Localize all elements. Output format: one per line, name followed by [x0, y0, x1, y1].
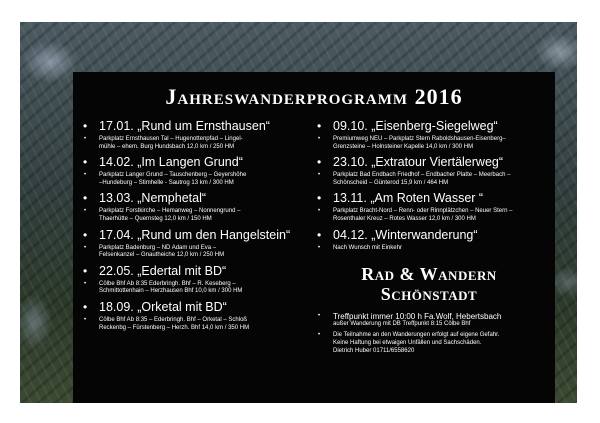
bullet-icon: • [84, 316, 87, 323]
hike-entry [77, 227, 303, 260]
hike-name: „Rund um den Hangelstein“ [137, 227, 291, 242]
hike-detail: Parkplatz Ernsthausen Tal – Hugenottenpfad – Lingel- [99, 136, 243, 142]
bullet-icon: • [318, 332, 321, 339]
hike-entry [311, 227, 547, 253]
hike-date: 22.05. [99, 263, 134, 278]
hike-date: 04.12. [333, 227, 368, 242]
bullet-icon: • [318, 244, 321, 251]
hike-entry [77, 190, 303, 223]
hike-entry [77, 299, 303, 332]
bullet-icon: • [83, 227, 88, 242]
bullet-icon: • [83, 299, 88, 314]
club-name [311, 264, 547, 304]
bullet-icon: • [83, 191, 88, 206]
hike-detail: Parkplatz Bracht-Nord – Renn- oder Rinnplätzchen – Neuer Stern – [333, 208, 513, 215]
bullet-icon: • [318, 208, 321, 215]
hike-name: „Rund um Ernsthausen“ [137, 119, 270, 133]
hike-detail: Grenzsteine – Holnsteiner Kapelle 14,0 km / 300 HM [333, 143, 474, 150]
hike-detail: mühle – ehem. Burg Hundsbach 12,0 km / 250 HM [99, 143, 235, 150]
bullet-icon: • [318, 136, 321, 142]
club-name-line: Schönstadt [380, 284, 478, 305]
bullet-icon: • [318, 172, 321, 179]
bullet-icon: • [317, 227, 322, 242]
hike-entry [311, 154, 547, 187]
hike-name: „Orketal mit BD“ [137, 299, 227, 314]
disclaimer-line: Die Teilnahme an den Wanderungen erfolgt auf eigene Gefahr. [333, 332, 500, 339]
hike-detail: Felsenkanzel – Gnautheiche 12,0 km / 250 HM [99, 252, 225, 259]
forest-background-photo [20, 22, 577, 403]
hike-date: 13.03. [99, 191, 134, 206]
program-title: Jahreswanderprogramm 2016 [165, 84, 463, 109]
bullet-icon: • [317, 155, 322, 170]
hike-detail: Cölbe Bhf Ab 8:35 Ederbringh. Bhf – R. Keseberg – [99, 280, 236, 287]
meeting-sub: außer Wanderung mit DB Treffpunkt 8:15 Cölbe Bhf [333, 320, 471, 327]
hike-date: 09.10. [333, 119, 368, 133]
hike-name: „Nemphetal“ [137, 191, 207, 206]
hike-date: 13.11. [333, 191, 367, 206]
left-column [77, 118, 303, 335]
bullet-icon: • [84, 244, 87, 251]
bullet-icon: • [83, 263, 88, 278]
hike-detail: Thaerhütte – Quernsteg 12,0 km / 150 HM [99, 215, 212, 222]
hike-detail: Reckenbg – Fürstenberg – Herzh. Bhf 14,0 km / 350 HM [99, 324, 250, 331]
club-name-line: Rad & Wandern [361, 264, 497, 285]
hike-detail: Parkplatz Langer Grund – Tauschenberg – Geyershöhe [99, 172, 247, 179]
hike-entry [311, 118, 547, 151]
bullet-icon: • [84, 172, 87, 179]
hike-detail: Parkplatz Badenburg – ND Adam und Eva – [99, 244, 217, 251]
hike-entry [77, 154, 303, 187]
hike-detail: Parkplatz Bad Endbach Friedhof – Endbacher Platte – Meerbach – [333, 172, 511, 179]
hike-name: „Am Roten Wasser “ [370, 191, 484, 206]
hike-name: „Edertal mit BD“ [137, 263, 227, 278]
hike-entry [77, 263, 303, 296]
disclaimer [311, 332, 547, 355]
disclaimer-line: Dietrich Huber 01711/6558620 [333, 347, 415, 354]
hike-detail: Schönscheid – Günterod 15,9 km / 464 HM [333, 179, 449, 186]
program-panel [73, 72, 555, 403]
hike-detail: Schmittottenhain – Herzhausen Bhf 10,0 km / 300 HM [99, 288, 243, 295]
bullet-icon: • [84, 280, 87, 287]
hike-entry [77, 118, 303, 151]
hike-detail: Rosenthaler Kreuz – Rotes Wasser 12,0 km / 300 HM [333, 215, 476, 222]
hike-detail: Premiumweg NEU – Parkplatz Stern Raboldshausen-Eisenberg– [333, 136, 506, 142]
bullet-icon: • [317, 119, 322, 133]
hike-detail: Parkplatz Forstkirche – Hemanweg – Nonnengrund – [99, 208, 241, 215]
hike-detail: Cölbe Bhf Ab 8:35 – Ederbringh. Bhf – Orketal – Schloß [99, 316, 248, 323]
hike-name: „Im Langen Grund“ [137, 155, 243, 170]
hike-date: 14.02. [99, 155, 134, 170]
bullet-icon: • [84, 136, 87, 142]
right-column [311, 118, 547, 358]
disclaimer-line: Keine Haftung bei etwaigen Unfällen und Sachschäden. [333, 339, 482, 346]
bullet-icon: • [317, 191, 322, 206]
hike-detail: Nach Wunsch mit Einkehr [333, 244, 402, 251]
meeting-point [311, 313, 547, 328]
bullet-icon: • [83, 155, 88, 170]
hike-name: „Eisenberg-Siegelweg“ [371, 119, 498, 133]
hike-entry [311, 190, 547, 223]
hike-date: 17.01. [99, 119, 134, 133]
bullet-icon: • [83, 119, 88, 133]
meeting-main: Treffpunkt immer 10:00 h Fa.Wolf, Hebertsbach [333, 312, 502, 322]
hike-date: 17.04. [99, 227, 134, 242]
hike-detail: –Hundeburg – Stimhelle - Sautrog 13 km / 300 HM [99, 179, 234, 186]
bullet-icon: • [318, 313, 321, 320]
hike-date: 23.10. [333, 155, 368, 170]
bullet-icon: • [84, 208, 87, 215]
hike-name: „Winterwanderung“ [371, 227, 478, 242]
hike-name: „Extratour Viertälerweg“ [371, 155, 504, 170]
hike-date: 18.09. [99, 299, 134, 314]
